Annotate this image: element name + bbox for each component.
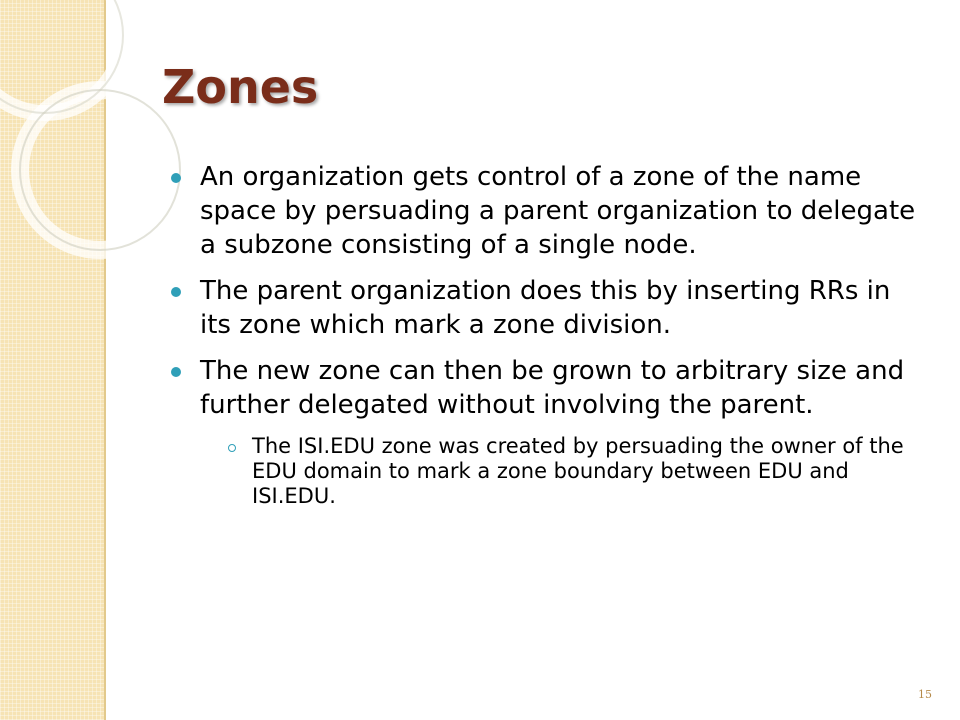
sub-bullet-item: [226, 434, 918, 509]
bullet-text: The new zone can then be grown to arbitrary size and further delegated without involving the parent.: [200, 356, 905, 420]
bullet-text: The parent organization does this by inserting RRs in its zone which mark a zone division.: [200, 276, 891, 340]
sub-bullet-text: The ISI.EDU zone was created by persuading the owner of the EDU domain to mark a zone boundary between EDU and ISI.EDU.: [252, 434, 904, 508]
slide-body: [168, 160, 918, 509]
slide-title: Zones: [162, 60, 319, 114]
bullet-icon: [171, 367, 181, 377]
bullet-item: [168, 274, 918, 342]
page-number: 15: [918, 688, 932, 701]
bullet-item: [168, 354, 918, 422]
bullet-text: An organization gets control of a zone of the name space by persuading a parent organization to delegate a subzone consisting of a single node.: [200, 162, 916, 260]
bullet-icon: [171, 173, 181, 183]
bullet-icon: [171, 287, 181, 297]
bullet-item: [168, 160, 918, 262]
sub-bullet-icon: [228, 444, 236, 452]
